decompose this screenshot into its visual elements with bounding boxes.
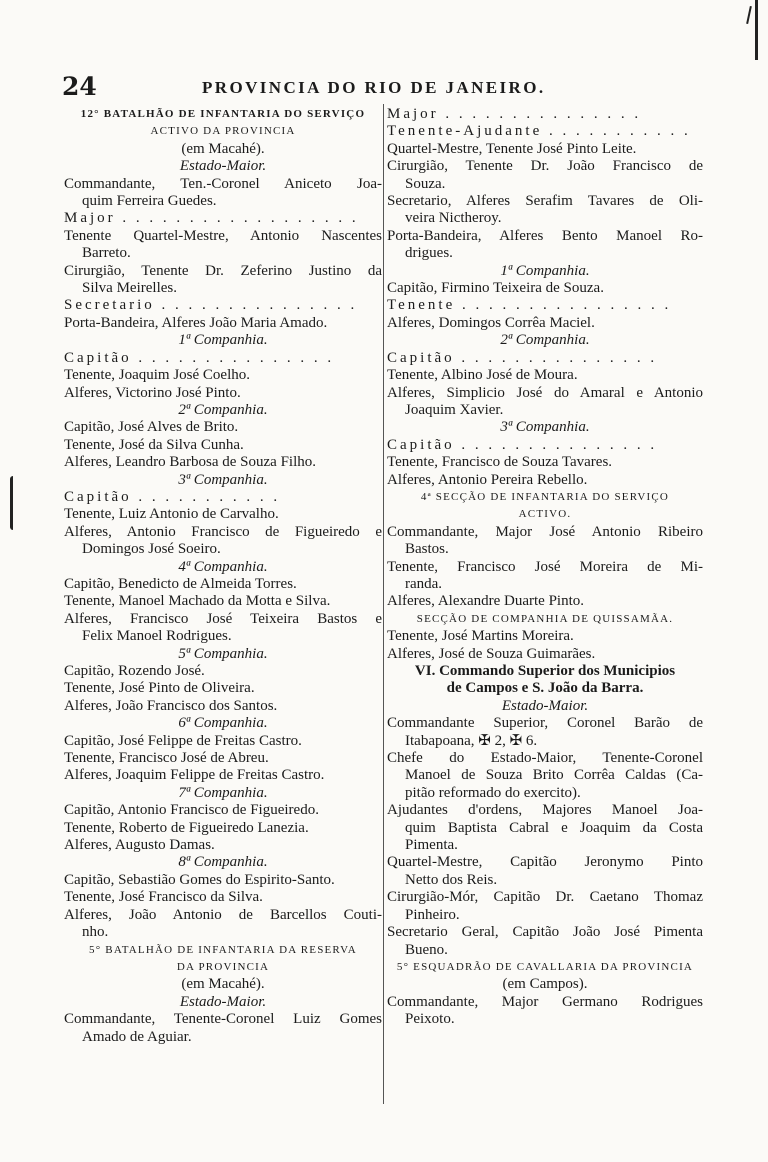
right-text-line: Quartel-Mestre, Tenente José Pinto Leite. bbox=[387, 140, 637, 157]
left-text-line: Alferes, João Antonio de Barcellos Couti- bbox=[64, 906, 382, 923]
right-text-line: 1ª Companhia. bbox=[500, 262, 590, 279]
right-text-line: quim Baptista Cabral e Joaquim da Costa bbox=[405, 819, 703, 836]
left-text-line: Capitão, José Alves de Brito. bbox=[64, 419, 239, 436]
right-text-line: Capitão . . . . . . . . . . . . . . . bbox=[387, 436, 658, 453]
right-text-line: Cirurgião, Tenente Dr. João Francisco de bbox=[387, 158, 703, 175]
right-text-line: Alferes, José de Souza Guimarães. bbox=[387, 645, 596, 662]
right-text-line: Quartel-Mestre, Capitão Jeronymo Pinto bbox=[387, 854, 703, 871]
right-text-line: randa. bbox=[405, 575, 443, 592]
left-text-line: Alferes, João Francisco dos Santos. bbox=[64, 697, 278, 714]
left-text-line: 4ª Companhia. bbox=[178, 558, 268, 575]
right-text-line: Joaquim Xavier. bbox=[405, 401, 504, 418]
right-text-line: Tenente, Francisco José Moreira de Mi- bbox=[387, 558, 703, 575]
left-text-line: Capitão, José Felippe de Freitas Castro. bbox=[64, 732, 302, 749]
left-text-line: Estado-Maior. bbox=[179, 993, 267, 1010]
right-text-line: Alferes, Domingos Corrêa Maciel. bbox=[387, 314, 595, 331]
right-column bbox=[387, 106, 703, 1106]
left-text-line: Commandante, Tenente-Coronel Luiz Gomes bbox=[64, 1011, 382, 1028]
right-text-line: pitão reformado do exercito). bbox=[405, 784, 581, 801]
left-text-line: quim Ferreira Guedes. bbox=[82, 193, 217, 210]
right-text-line: 3ª Companhia. bbox=[500, 419, 590, 436]
left-text-line: ACTIVO DA PROVINCIA bbox=[150, 125, 296, 138]
left-text-line: Tenente Quartel-Mestre, Antonio Nascentes bbox=[64, 227, 382, 244]
left-column bbox=[64, 106, 382, 1106]
left-text-line: 5ª Companhia. bbox=[178, 645, 268, 662]
left-text-line: Tenente, Manoel Machado da Motta e Silva. bbox=[64, 593, 331, 610]
left-text-line: Tenente, José da Silva Cunha. bbox=[64, 436, 244, 453]
left-text-line: Domingos José Soeiro. bbox=[82, 541, 221, 558]
right-text-line: Itabapoana, ✠ 2, ✠ 6. bbox=[405, 732, 538, 749]
left-text-line: Capitão, Rozendo José. bbox=[64, 663, 205, 679]
right-text-line: Bastos. bbox=[405, 541, 449, 558]
left-text-line: Porta-Bandeira, Alferes João Maria Amado. bbox=[64, 314, 328, 331]
left-text-line: Tenente, Luiz Antonio de Carvalho. bbox=[64, 506, 279, 523]
left-text-line: nho. bbox=[82, 924, 109, 941]
left-text-line: Alferes, Victorino José Pinto. bbox=[64, 384, 241, 401]
left-text-line: Alferes, Antonio Francisco de Figueiredo e bbox=[64, 523, 382, 540]
right-text-line: Commandante, Major Germano Rodrigues bbox=[387, 993, 703, 1010]
right-text-line: Chefe do Estado-Maior, Tenente-Coronel bbox=[387, 750, 703, 767]
left-text-line: 8ª Companhia. bbox=[178, 854, 268, 871]
right-text-line: Tenente-Ajudante . . . . . . . . . . . bbox=[387, 123, 691, 140]
left-text-line: Capitão . . . . . . . . . . . bbox=[64, 488, 281, 505]
left-text-line: Capitão . . . . . . . . . . . . . . . bbox=[64, 349, 335, 366]
right-text-line: Bueno. bbox=[405, 941, 448, 958]
right-text-line: Commandante, Major José Antonio Ribeiro bbox=[387, 523, 703, 540]
left-text-line: 12° BATALHÃO DE INFANTARIA DO SERVIÇO bbox=[80, 108, 366, 120]
left-text-line: Estado-Maior. bbox=[179, 158, 267, 175]
left-text-line: Major . . . . . . . . . . . . . . . . . . bbox=[64, 210, 359, 227]
left-text-line: Commandante, Ten.-Coronel Aniceto Joa- bbox=[64, 175, 382, 192]
right-text-line: Capitão, Firmino Teixeira de Souza. bbox=[387, 280, 604, 297]
left-text-line: 1ª Companhia. bbox=[178, 332, 268, 349]
scan-mark bbox=[755, 0, 758, 60]
left-text-line: Alferes, Francisco José Teixeira Bastos e bbox=[64, 610, 382, 627]
right-text-line: de Campos e S. João da Barra. bbox=[446, 680, 644, 697]
left-text-line: Tenente, José Pinto de Oliveira. bbox=[64, 680, 255, 697]
right-text-line: Alferes, Simplicio José do Amaral e Antonio bbox=[387, 384, 703, 401]
right-text-line: Commandante Superior, Coronel Barão de bbox=[387, 715, 703, 732]
left-text-line: Capitão, Benedicto de Almeida Torres. bbox=[64, 575, 297, 592]
right-text-line: 4ª SECÇÃO DE INFANTARIA DO SERVIÇO bbox=[420, 490, 670, 503]
right-text-line: Alferes, Antonio Pereira Rebello. bbox=[387, 471, 588, 488]
running-title: PROVINCIA DO RIO DE JANEIRO. bbox=[202, 78, 546, 97]
column-divider bbox=[383, 104, 384, 1104]
right-text-line: Pinheiro. bbox=[405, 906, 460, 923]
left-text-line: Capitão, Antonio Francisco de Figueiredo. bbox=[64, 802, 319, 819]
left-text-line: DA PROVINCIA bbox=[176, 960, 270, 973]
right-text-line: drigues. bbox=[405, 245, 453, 262]
right-text-line: Capitão . . . . . . . . . . . . . . . bbox=[387, 349, 658, 366]
right-text-line: Souza. bbox=[405, 175, 446, 192]
left-text-line: (em Macahé). bbox=[181, 140, 265, 157]
left-text-line: 5° BATALHÃO DE INFANTARIA DA RESERVA bbox=[89, 943, 357, 956]
left-text-line: Tenente, Roberto de Figueiredo Lanezia. bbox=[64, 819, 309, 836]
left-text-line: 6ª Companhia. bbox=[178, 715, 268, 732]
scan-mark bbox=[10, 476, 19, 530]
right-text-line: Peixoto. bbox=[405, 1011, 455, 1028]
left-text-line: Cirurgião, Tenente Dr. Zeferino Justino da bbox=[64, 262, 382, 279]
left-text-line: Amado de Aguiar. bbox=[82, 1028, 192, 1045]
right-text-line: Manoel de Souza Brito Corrêa Caldas (Ca- bbox=[405, 767, 703, 784]
left-text-line: Tenente, Joaquim José Coelho. bbox=[64, 367, 250, 384]
left-text-line: (em Macahé). bbox=[181, 976, 265, 993]
left-text-line: Tenente, José Francisco da Silva. bbox=[64, 889, 263, 906]
left-text-line: Alferes, Leandro Barbosa de Souza Filho. bbox=[64, 454, 317, 471]
left-text-line: 3ª Companhia. bbox=[178, 471, 268, 488]
right-text-line: (em Campos). bbox=[502, 976, 588, 993]
right-text-line: 5° ESQUADRÃO DE CAVALLARIA DA PROVINCIA bbox=[396, 960, 694, 973]
page-header bbox=[62, 72, 702, 102]
page-number: 24 bbox=[62, 72, 97, 101]
right-text-line: 2ª Companhia. bbox=[500, 332, 590, 349]
right-text-line: Cirurgião-Mór, Capitão Dr. Caetano Thomaz bbox=[387, 889, 703, 906]
left-text-line: 7ª Companhia. bbox=[178, 784, 268, 801]
right-text-line: Netto dos Reis. bbox=[405, 871, 498, 888]
right-text-line: veira Nictheroy. bbox=[405, 210, 502, 227]
right-text-line: Porta-Bandeira, Alferes Bento Manoel Ro- bbox=[387, 227, 703, 244]
right-text-line: Secretario, Alferes Serafim Tavares de Oli- bbox=[387, 193, 703, 210]
right-text-line: Estado-Maior. bbox=[501, 697, 589, 714]
right-text-line: Secretario Geral, Capitão João José Pimenta bbox=[387, 924, 703, 941]
left-text-line: 2ª Companhia. bbox=[178, 401, 268, 418]
right-text-line: Tenente . . . . . . . . . . . . . . . . bbox=[387, 297, 672, 314]
left-text-line: Silva Meirelles. bbox=[82, 280, 177, 297]
left-text-line: Tenente, Francisco José de Abreu. bbox=[64, 750, 269, 767]
right-text-line: VI. Commando Superior dos Municipios bbox=[414, 663, 676, 679]
left-text-line: Alferes, Joaquim Felippe de Freitas Castro. bbox=[64, 767, 325, 784]
right-text-line: Tenente, Albino José de Moura. bbox=[387, 367, 578, 384]
right-text-line: Alferes, Alexandre Duarte Pinto. bbox=[387, 593, 585, 610]
left-text-line: Alferes, Augusto Damas. bbox=[64, 837, 215, 854]
right-text-line: Tenente, José Martins Moreira. bbox=[387, 628, 574, 645]
right-text-line: Ajudantes d'ordens, Majores Manoel Joa- bbox=[387, 802, 703, 819]
left-text-line: Capitão, Sebastião Gomes do Espirito-Santo. bbox=[64, 871, 335, 888]
left-text-line: Barreto. bbox=[82, 245, 131, 262]
left-text-line: Felix Manoel Rodrigues. bbox=[82, 628, 232, 645]
right-text-line: SECÇÃO DE COMPANHIA DE QUISSAMÃA. bbox=[416, 612, 674, 625]
right-text-line: Pimenta. bbox=[405, 837, 458, 854]
scan-mark bbox=[746, 6, 752, 24]
right-text-line: Tenente, Francisco de Souza Tavares. bbox=[387, 454, 613, 471]
right-text-line: ACTIVO. bbox=[518, 508, 572, 521]
left-text-line: Secretario . . . . . . . . . . . . . . . bbox=[64, 297, 358, 314]
right-text-line: Major . . . . . . . . . . . . . . . bbox=[387, 106, 642, 122]
